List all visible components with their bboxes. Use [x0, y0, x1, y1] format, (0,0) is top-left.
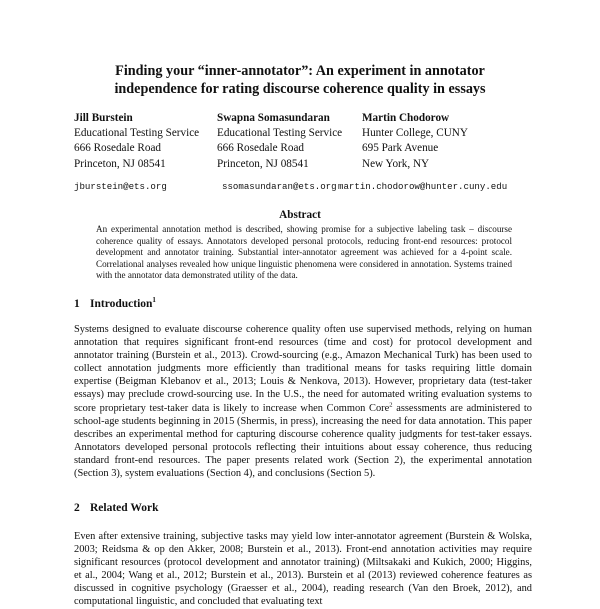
section-heading-related-work — [74, 502, 158, 514]
author-email-2: ssomasundaran@ets.org — [222, 181, 337, 192]
author-emails — [0, 181, 600, 195]
author-address-line-1: 666 Rosedale Road — [74, 142, 161, 155]
author-email-1: jburstein@ets.org — [74, 181, 167, 192]
author-2 — [217, 111, 342, 172]
section-number: 2 — [74, 502, 80, 514]
author-address-line-2: New York, NY — [362, 157, 430, 170]
section-heading-introduction — [74, 296, 156, 310]
paragraph-text-part-2: assessments are administered to school-age students beginning in 2015 (Shermis, in press), increasing the need for data annotation. This paper describes an experimental method for capturing discourse coherence quality judgments for test-taker essays. Annotators developed personal protocols reflecting their intuitions about essay coherence, thus reducing standard front-end resources. The paper presents related work (Section 2), the experimental annotation (Section 3), system evaluations (Section 4), and conclusions (Section 5). — [74, 402, 532, 480]
author-address-line-1: 695 Park Avenue — [362, 142, 439, 155]
author-name: Swapna Somasundaran — [217, 112, 330, 124]
abstract-text: An experimental annotation method is described, showing promise for a subjective labeling task – discourse coherence quality of essays. Annotators developed personal protocols, reducing front-end resources: protocol development and annotator training. Substantial inter-annotator agreement was achieved for a 4-point scale. Correlational analyses revealed how unique linguistic phenomena were considered in annotation. Systems trained with the annotator data demonstrated utility of the data. — [96, 224, 512, 281]
paragraph-text-part-1: Systems designed to evaluate discourse coherence quality often use supervised methods, relying on human annotation that requires significant front-end resources (time and cost) for protocol development and annotator training (Burstein et al., 2013). Crowd-sourcing (e.g., Amazon Mechanical Turk) has been used to collect annotation judgments more efficiently than traditional means for tasks requiring little domain expertise (Beigman Klebanov et al., 2013; Louis & Nenkova, 2013). However, proprietary data (test-taker essays) may preclude crowd-sourcing use. In the U.S., the need for automated writing evaluation systems to score proprietary test-taker data is likely to increase when Common Core — [74, 324, 532, 414]
abstract-heading: Abstract — [279, 209, 321, 221]
title-line-1: Finding your “inner-annotator”: An experiment in annotator — [115, 63, 485, 79]
title-line-2: independence for rating discourse coherence quality in essays — [114, 81, 486, 97]
author-1 — [74, 111, 199, 172]
section-title: Related Work — [90, 502, 159, 514]
author-email-3: martin.chodorow@hunter.cuny.edu — [338, 181, 508, 192]
author-affiliation: Educational Testing Service — [217, 127, 343, 140]
author-block — [74, 111, 544, 171]
section-number: 1 — [74, 297, 80, 310]
author-address-line-2: Princeton, NJ 08541 — [217, 157, 309, 170]
introduction-paragraph — [74, 323, 532, 480]
author-affiliation: Educational Testing Service — [74, 127, 200, 140]
footnote-marker: 1 — [152, 296, 156, 304]
author-name: Jill Burstein — [74, 112, 133, 124]
footnote-marker: 2 — [389, 401, 393, 409]
author-address-line-1: 666 Rosedale Road — [217, 142, 304, 155]
author-affiliation: Hunter College, CUNY — [362, 127, 468, 140]
paper-title — [60, 62, 540, 98]
author-address-line-2: Princeton, NJ 08541 — [74, 157, 166, 170]
author-3 — [362, 111, 468, 172]
section-title: Introduction — [90, 297, 153, 310]
related-work-paragraph: Even after extensive training, subjective tasks may yield low inter-annotator agreement (Burstein & Wolska, 2003; Reidsma & op den Akker, 2008; Burstein et al., 2013). Front-end annotation activities may require significant resources (protocol development and annotator training) (Miltsakaki and Kukich, 2000; Higgins, et al., 2004; Wang et al., 2012; Burstein et al., 2013). Burstein et al (2013) reviewed coherence features as discussed in cognitive psychology (Graesser et al., 2004), reading research (Van den Broek, 2012), and computational linguistic, and concluded that evaluating text — [74, 531, 532, 608]
author-name: Martin Chodorow — [362, 112, 450, 124]
